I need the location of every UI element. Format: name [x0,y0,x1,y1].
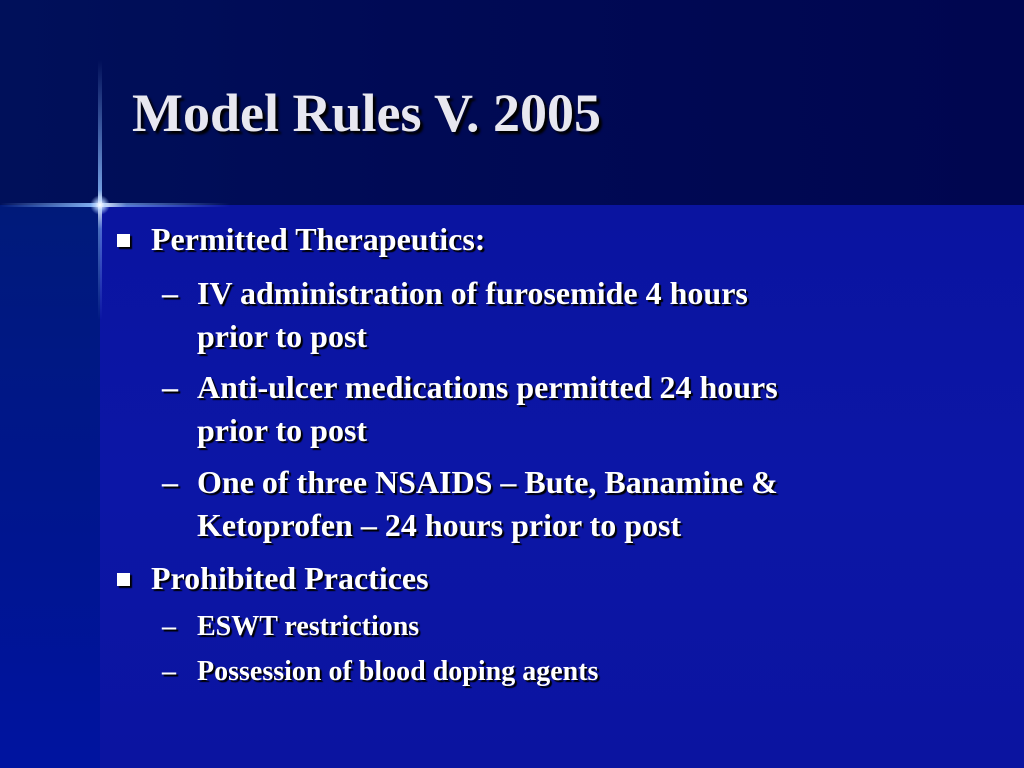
bullet-prohibited-practices: Prohibited Practices [151,560,429,596]
dash-bullet-icon: – [162,656,176,687]
slide-title: Model Rules V. 2005 [132,83,602,143]
dash-bullet-icon: – [162,611,176,642]
sub-bullet-line: Anti-ulcer medications permitted 24 hours [197,369,778,405]
bullet-permitted-therapeutics: Permitted Therapeutics: [151,221,486,257]
dash-bullet-icon: – [162,275,178,311]
sub-bullet-line: One of three NSAIDS – Bute, Banamine & [197,464,778,500]
dash-bullet-icon: – [162,464,178,500]
sub-bullet-line: Possession of blood doping agents [197,656,599,687]
square-bullet-icon [117,234,130,247]
sub-bullet-line: prior to post [197,318,368,354]
square-bullet-icon [117,573,130,586]
sub-bullet-line: Ketoprofen – 24 hours prior to post [197,507,682,543]
dash-bullet-icon: – [162,369,178,405]
sub-bullet-line: ESWT restrictions [197,611,420,642]
sub-bullet-line: prior to post [197,412,368,448]
sub-bullet-line: IV administration of furosemide 4 hours [197,275,748,311]
